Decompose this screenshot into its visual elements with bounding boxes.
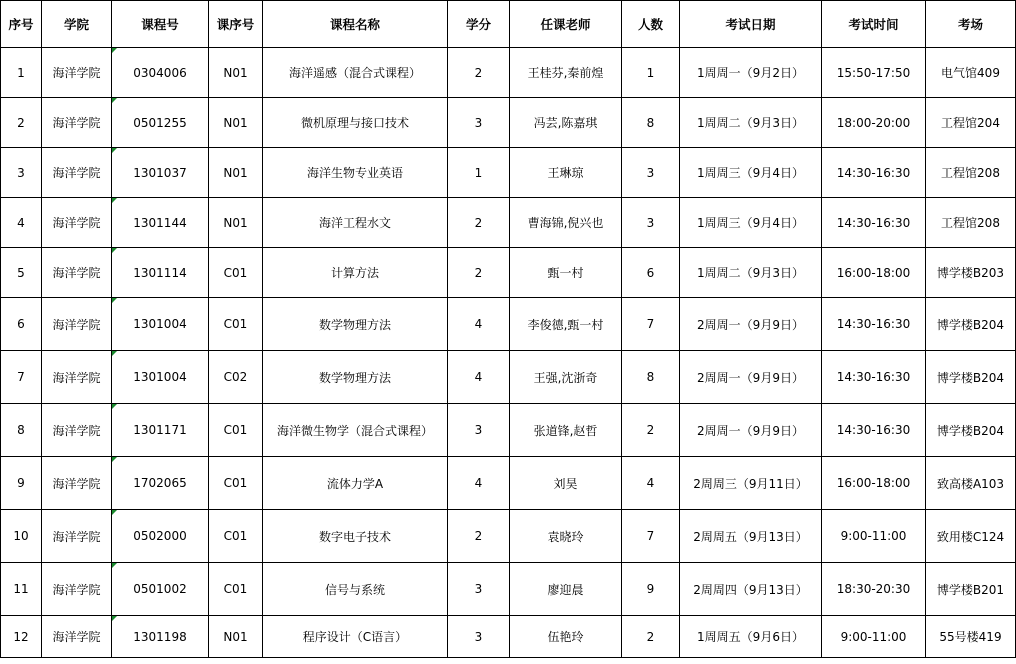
cell-course-number: 1301198 — [112, 616, 209, 658]
cell-course-name: 海洋工程水文 — [263, 198, 448, 248]
cell-credits: 1 — [448, 148, 510, 198]
cell-exam-time: 15:50-17:50 — [822, 48, 926, 98]
cell-college: 海洋学院 — [42, 351, 112, 404]
cell-course-number: 0501255 — [112, 98, 209, 148]
cell-exam-time: 14:30-16:30 — [822, 404, 926, 457]
cell-index: 2 — [1, 98, 42, 148]
cell-exam-room: 电气馆409 — [926, 48, 1016, 98]
cell-course-name: 海洋微生物学（混合式课程） — [263, 404, 448, 457]
table-row — [1, 148, 1016, 198]
cell-headcount: 2 — [622, 404, 680, 457]
table-row — [1, 248, 1016, 298]
cell-college: 海洋学院 — [42, 298, 112, 351]
table-row — [1, 404, 1016, 457]
cell-index: 5 — [1, 248, 42, 298]
table-header-row — [1, 1, 1016, 48]
cell-college: 海洋学院 — [42, 616, 112, 658]
table-row — [1, 48, 1016, 98]
col-header-exam-time: 考试时间 — [822, 1, 926, 48]
cell-instructor: 李俊德,甄一村 — [510, 298, 622, 351]
cell-course-number: 1301144 — [112, 198, 209, 248]
cell-exam-time: 14:30-16:30 — [822, 351, 926, 404]
cell-headcount: 9 — [622, 563, 680, 616]
cell-index: 11 — [1, 563, 42, 616]
cell-course-name: 微机原理与接口技术 — [263, 98, 448, 148]
cell-headcount: 3 — [622, 148, 680, 198]
cell-exam-time: 9:00-11:00 — [822, 510, 926, 563]
cell-credits: 3 — [448, 98, 510, 148]
cell-headcount: 6 — [622, 248, 680, 298]
cell-credits: 3 — [448, 404, 510, 457]
cell-college: 海洋学院 — [42, 198, 112, 248]
cell-college: 海洋学院 — [42, 510, 112, 563]
cell-exam-date: 2周周一（9月9日） — [680, 351, 822, 404]
cell-course-number: 0304006 — [112, 48, 209, 98]
cell-course-number: 1301037 — [112, 148, 209, 198]
cell-exam-time: 16:00-18:00 — [822, 248, 926, 298]
cell-headcount: 7 — [622, 510, 680, 563]
cell-credits: 3 — [448, 563, 510, 616]
table-row — [1, 510, 1016, 563]
cell-section-number: C01 — [209, 510, 263, 563]
cell-exam-date: 1周周二（9月3日） — [680, 248, 822, 298]
cell-college: 海洋学院 — [42, 148, 112, 198]
cell-instructor: 王桂芬,秦前煌 — [510, 48, 622, 98]
cell-college: 海洋学院 — [42, 563, 112, 616]
cell-index: 3 — [1, 148, 42, 198]
cell-section-number: C02 — [209, 351, 263, 404]
cell-exam-room: 博学楼B201 — [926, 563, 1016, 616]
cell-section-number: C01 — [209, 563, 263, 616]
col-header-college: 学院 — [42, 1, 112, 48]
table-row — [1, 616, 1016, 658]
cell-instructor: 刘昊 — [510, 457, 622, 510]
cell-course-name: 计算方法 — [263, 248, 448, 298]
cell-exam-time: 14:30-16:30 — [822, 148, 926, 198]
cell-college: 海洋学院 — [42, 48, 112, 98]
cell-instructor: 曹海锦,倪兴也 — [510, 198, 622, 248]
cell-exam-date: 1周周三（9月4日） — [680, 148, 822, 198]
col-header-course-number: 课程号 — [112, 1, 209, 48]
cell-index: 8 — [1, 404, 42, 457]
cell-instructor: 王琳琼 — [510, 148, 622, 198]
cell-college: 海洋学院 — [42, 98, 112, 148]
cell-exam-time: 14:30-16:30 — [822, 198, 926, 248]
cell-exam-date: 1周周三（9月4日） — [680, 198, 822, 248]
cell-credits: 2 — [448, 510, 510, 563]
cell-exam-time: 18:00-20:00 — [822, 98, 926, 148]
cell-exam-date: 1周周一（9月2日） — [680, 48, 822, 98]
cell-instructor: 廖迎晨 — [510, 563, 622, 616]
cell-section-number: N01 — [209, 198, 263, 248]
cell-credits: 2 — [448, 48, 510, 98]
col-header-section-number: 课序号 — [209, 1, 263, 48]
cell-section-number: C01 — [209, 457, 263, 510]
cell-section-number: N01 — [209, 48, 263, 98]
cell-exam-room: 工程馆204 — [926, 98, 1016, 148]
col-header-index: 序号 — [1, 1, 42, 48]
cell-course-number: 1301114 — [112, 248, 209, 298]
col-header-headcount: 人数 — [622, 1, 680, 48]
cell-section-number: N01 — [209, 616, 263, 658]
cell-course-number: 0501002 — [112, 563, 209, 616]
cell-course-number: 1301004 — [112, 351, 209, 404]
cell-course-name: 程序设计（C语言） — [263, 616, 448, 658]
cell-college: 海洋学院 — [42, 404, 112, 457]
cell-exam-room: 博学楼B204 — [926, 404, 1016, 457]
cell-exam-date: 1周周二（9月3日） — [680, 98, 822, 148]
cell-credits: 4 — [448, 457, 510, 510]
cell-instructor: 甄一村 — [510, 248, 622, 298]
cell-exam-room: 博学楼B204 — [926, 298, 1016, 351]
cell-credits: 2 — [448, 198, 510, 248]
cell-course-name: 数学物理方法 — [263, 298, 448, 351]
cell-instructor: 冯芸,陈嘉琪 — [510, 98, 622, 148]
cell-exam-room: 博学楼B203 — [926, 248, 1016, 298]
cell-headcount: 2 — [622, 616, 680, 658]
table-row — [1, 98, 1016, 148]
cell-exam-room: 致用楼C124 — [926, 510, 1016, 563]
col-header-credits: 学分 — [448, 1, 510, 48]
cell-index: 4 — [1, 198, 42, 248]
cell-headcount: 7 — [622, 298, 680, 351]
cell-section-number: C01 — [209, 298, 263, 351]
cell-course-number: 1301004 — [112, 298, 209, 351]
cell-instructor: 张道锋,赵哲 — [510, 404, 622, 457]
cell-exam-time: 16:00-18:00 — [822, 457, 926, 510]
cell-exam-date: 2周周三（9月11日） — [680, 457, 822, 510]
table-row — [1, 298, 1016, 351]
cell-index: 9 — [1, 457, 42, 510]
cell-college: 海洋学院 — [42, 457, 112, 510]
cell-exam-room: 博学楼B204 — [926, 351, 1016, 404]
table-row — [1, 563, 1016, 616]
cell-headcount: 4 — [622, 457, 680, 510]
cell-exam-date: 2周周一（9月9日） — [680, 298, 822, 351]
cell-exam-room: 55号楼419 — [926, 616, 1016, 658]
table-row — [1, 457, 1016, 510]
cell-section-number: C01 — [209, 248, 263, 298]
cell-headcount: 8 — [622, 98, 680, 148]
cell-index: 6 — [1, 298, 42, 351]
cell-index: 1 — [1, 48, 42, 98]
cell-exam-room: 致高楼A103 — [926, 457, 1016, 510]
cell-exam-time: 14:30-16:30 — [822, 298, 926, 351]
cell-credits: 4 — [448, 351, 510, 404]
cell-exam-time: 18:30-20:30 — [822, 563, 926, 616]
cell-course-name: 流体力学A — [263, 457, 448, 510]
cell-exam-date: 2周周五（9月13日） — [680, 510, 822, 563]
cell-course-name: 海洋生物专业英语 — [263, 148, 448, 198]
table-row — [1, 351, 1016, 404]
col-header-instructor: 任课老师 — [510, 1, 622, 48]
cell-course-name: 信号与系统 — [263, 563, 448, 616]
col-header-exam-date: 考试日期 — [680, 1, 822, 48]
cell-section-number: N01 — [209, 98, 263, 148]
cell-credits: 4 — [448, 298, 510, 351]
cell-instructor: 王强,沈浙奇 — [510, 351, 622, 404]
cell-exam-date: 1周周五（9月6日） — [680, 616, 822, 658]
cell-headcount: 3 — [622, 198, 680, 248]
cell-headcount: 1 — [622, 48, 680, 98]
cell-credits: 3 — [448, 616, 510, 658]
cell-instructor: 伍艳玲 — [510, 616, 622, 658]
cell-exam-date: 2周周一（9月9日） — [680, 404, 822, 457]
cell-instructor: 袁晓玲 — [510, 510, 622, 563]
cell-college: 海洋学院 — [42, 248, 112, 298]
cell-headcount: 8 — [622, 351, 680, 404]
cell-section-number: C01 — [209, 404, 263, 457]
cell-index: 12 — [1, 616, 42, 658]
cell-course-number: 1702065 — [112, 457, 209, 510]
cell-course-name: 数字电子技术 — [263, 510, 448, 563]
cell-course-name: 海洋遥感（混合式课程） — [263, 48, 448, 98]
cell-course-number: 0502000 — [112, 510, 209, 563]
cell-section-number: N01 — [209, 148, 263, 198]
cell-index: 10 — [1, 510, 42, 563]
table-row — [1, 198, 1016, 248]
cell-credits: 2 — [448, 248, 510, 298]
cell-course-name: 数学物理方法 — [263, 351, 448, 404]
cell-exam-time: 9:00-11:00 — [822, 616, 926, 658]
col-header-course-name: 课程名称 — [263, 1, 448, 48]
cell-exam-room: 工程馆208 — [926, 148, 1016, 198]
cell-course-number: 1301171 — [112, 404, 209, 457]
cell-index: 7 — [1, 351, 42, 404]
col-header-exam-room: 考场 — [926, 1, 1016, 48]
cell-exam-room: 工程馆208 — [926, 198, 1016, 248]
cell-exam-date: 2周周四（9月13日） — [680, 563, 822, 616]
